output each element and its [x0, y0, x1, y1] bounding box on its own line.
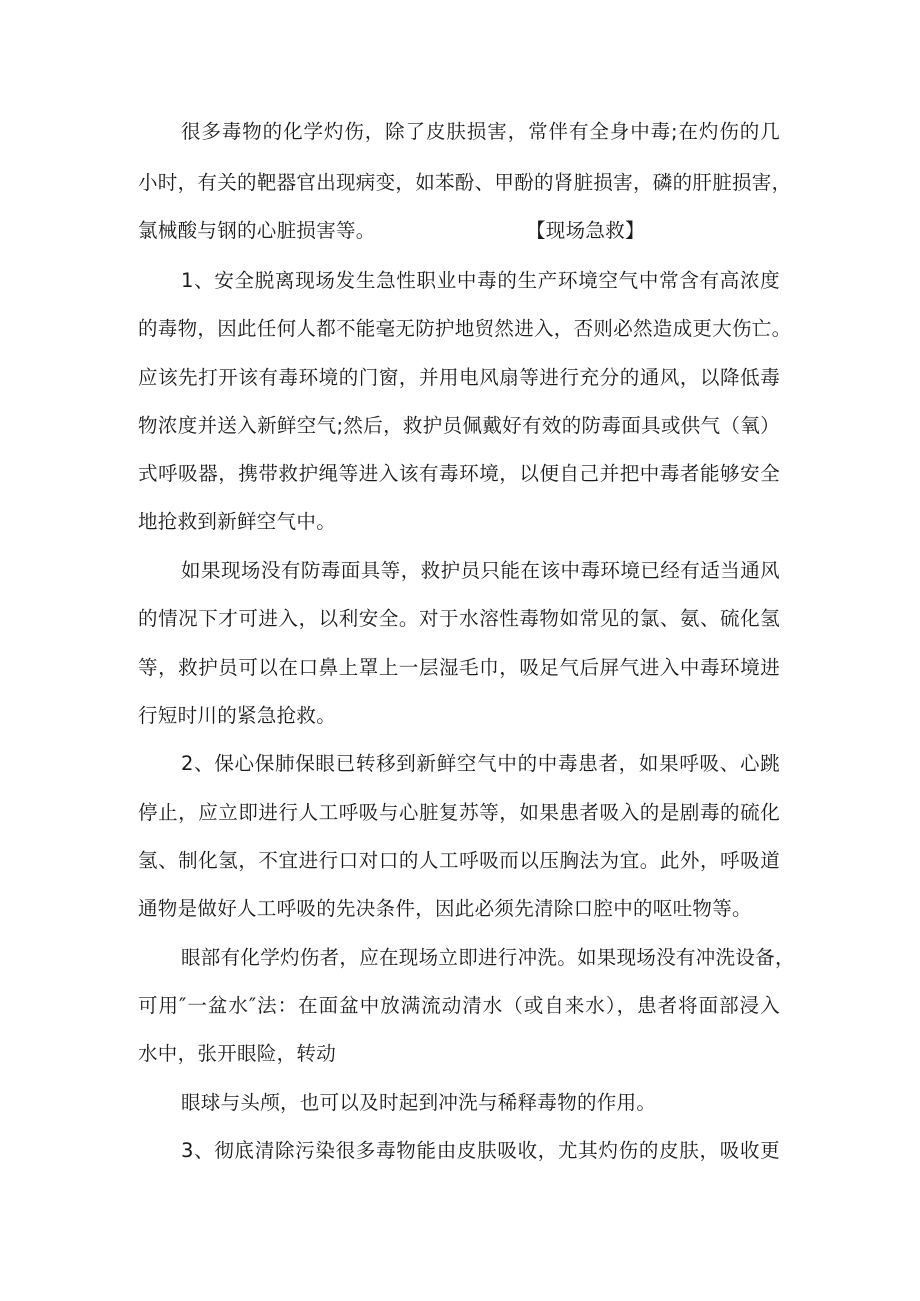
- paragraph-4-line-1: 2、保心保肺保眼已转移到新鲜空气中的中毒患者，如果呼吸、心跳: [181, 752, 780, 775]
- paragraph-2-line-5: 式呼吸器，携带救护绳等进入该有毒环境，以便自己并把中毒者能够安全: [138, 462, 780, 485]
- paragraph-2-line-2: 的毒物，因此任何人都不能毫无防护地贸然进入，否则必然造成更大伤亡。: [138, 317, 792, 340]
- paragraph-3-line-3: 等，救护员可以在口鼻上罩上一层湿毛巾，吸足气后屏气进入中毒环境进: [138, 656, 780, 679]
- paragraph-1-line-2: 小时，有关的靶器官出现病变，如苯酚、甲酚的肾脏损害，磷的肝脏损害，: [138, 171, 792, 194]
- section-heading: 【现场急救】: [526, 219, 645, 242]
- paragraph-4-line-2: 停止，应立即进行人工呼吸与心脏复苏等，如果患者吸入的是剧毒的硫化: [138, 801, 780, 824]
- paragraph-2-line-1: 1、安全脱离现场发生急性职业中毒的生产环境空气中常含有高浓度: [181, 269, 780, 292]
- paragraph-2-line-3: 应该先打开该有毒环境的门窗，并用电风扇等进行充分的通风，以降低毒: [138, 366, 780, 389]
- paragraph-3-line-4: 行短时川的紧急抢救。: [138, 704, 337, 727]
- paragraph-5-line-3: 水中，张开眼险，转动: [138, 1042, 337, 1065]
- paragraph-1-line-3: 氯械酸与钢的心脏损害等。: [138, 219, 376, 242]
- paragraph-2-line-4: 物浓度并送入新鲜空气;然后，救护员佩戴好有效的防毒面具或供气（氧）: [138, 414, 780, 437]
- paragraph-2-line-6: 地抢救到新鲜空气中。: [138, 510, 337, 533]
- paragraph-4-line-3: 氢、制化氢，不宜进行口对口的人工呼吸而以压胸法为宜。此外，呼吸道: [138, 849, 780, 872]
- paragraph-3-line-2: 的情况下才可进入，以利安全。对于水溶性毒物如常见的氯、氨、硫化氢: [138, 607, 780, 630]
- paragraph-6-line-1: 眼球与头颅，也可以及时起到冲洗与稀释毒物的作用。: [181, 1091, 657, 1114]
- paragraph-5-line-1: 眼部有化学灼伤者，应在现场立即进行冲洗。如果现场没有冲洗设备，: [181, 946, 795, 969]
- paragraph-3-line-1: 如果现场没有防毒面具等，救护员只能在该中毒环境已经有适当通风: [181, 559, 780, 582]
- paragraph-7-line-1: 3、彻底清除污染很多毒物能由皮肤吸收，尤其灼伤的皮肤，吸收更: [181, 1139, 780, 1162]
- paragraph-5-line-2: 可用″一盆水″法：在面盆中放满流动清水（或自来水），患者将面部浸入: [138, 994, 780, 1017]
- paragraph-4-line-4: 通物是做好人工呼吸的先决条件，因此必须先清除口腔中的呕吐物等。: [138, 897, 752, 920]
- paragraph-1-line-1: 很多毒物的化学灼伤，除了皮肤损害，常伴有全身中毒;在灼伤的几: [181, 120, 780, 143]
